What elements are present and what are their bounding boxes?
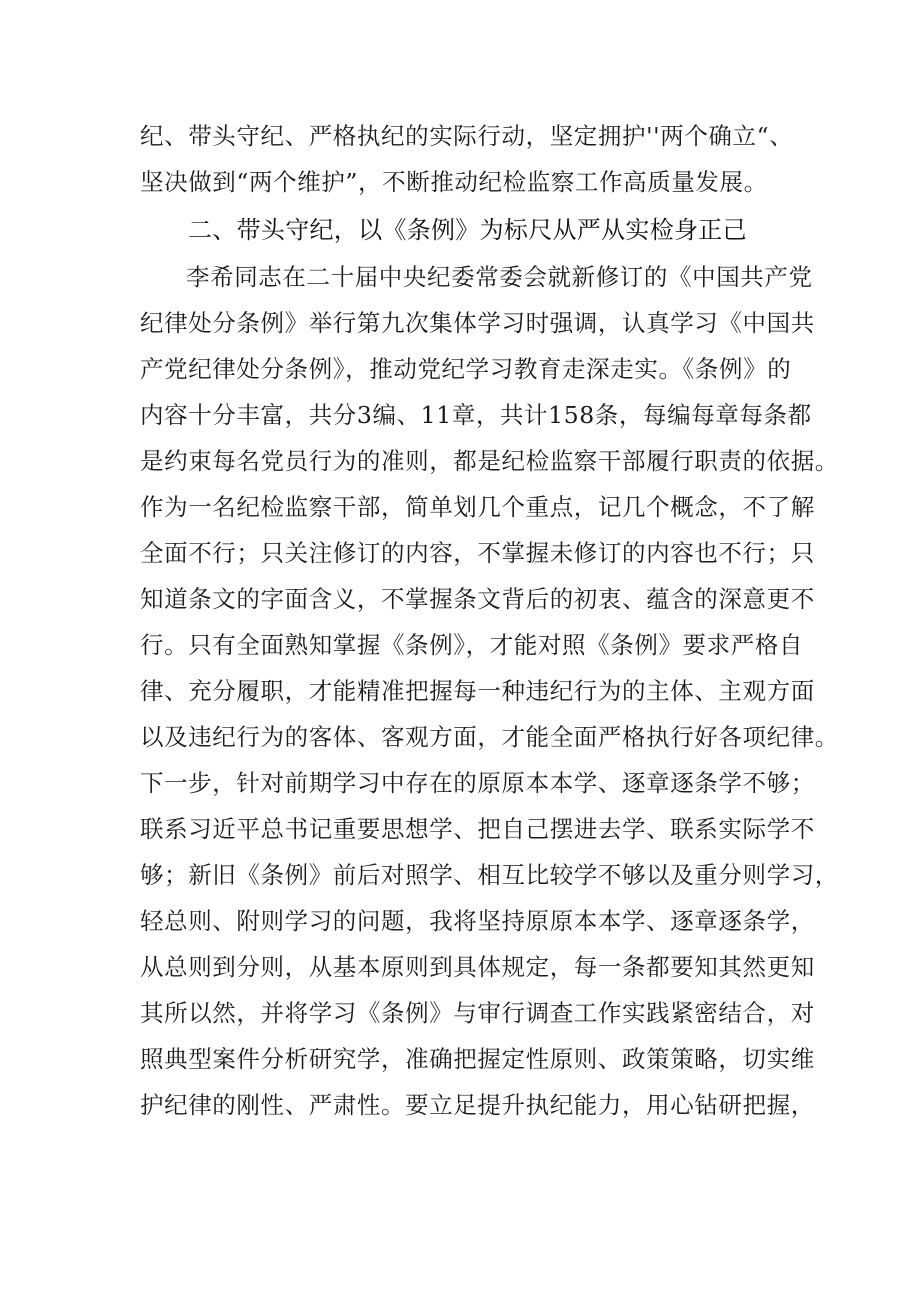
text-line: 全面不行；只关注修订的内容，不掌握未修订的内容也不行；只 — [140, 539, 815, 567]
text-line: 是约束每名党员行为的准则，都是纪检监察干部履行职责的依据。 — [140, 447, 839, 475]
text-line: 以及违纪行为的客体、客观方面，才能全面严格执行好各项纪律。 — [140, 723, 839, 751]
text-line: 护纪律的刚性、严肃性。要立足提升执纪能力，用心钻研把握， — [140, 1091, 815, 1119]
text-line: 产党纪律处分条例》，推动党纪学习教育走深走实。《条例》的 — [140, 355, 792, 383]
text-line: 够；新旧《条例》前后对照学、相互比较学不够以及重分则学习， — [140, 861, 839, 889]
text-line: 行。只有全面熟知掌握《条例》，才能对照《条例》要求严格自 — [140, 631, 804, 659]
paragraph-first-line: 李希同志在二十届中央纪委常委会就新修订的《中国共产党 — [186, 263, 813, 291]
text-line: 从总则到分则，从基本原则到具体规定，每一条都要知其然更知 — [140, 953, 815, 981]
text-line: 内容十分丰富，共分3编、11章，共计158条，每编每章每条都 — [140, 401, 812, 429]
text-line: 纪律处分条例》举行第九次集体学习时强调，认真学习《中国共 — [140, 309, 815, 337]
text-line: 作为一名纪检监察干部，简单划几个重点，记几个概念，不了解 — [140, 493, 815, 521]
text-line: 知道条文的字面含义，不掌握条文背后的初衷、蕴含的深意更不 — [140, 585, 815, 613]
text-line: 律、充分履职，才能精准把握每一种违纪行为的主体、主观方面 — [140, 677, 815, 705]
text-line: 联系习近平总书记重要思想学、把自己摆进去学、联系实际学不 — [140, 815, 815, 843]
text-line: 轻总则、附则学习的问题，我将坚持原原本本学、逐章逐条学， — [140, 907, 815, 935]
text-line: 坚决做到“两个维护”，不断推动纪检监察工作高质量发展。 — [140, 168, 768, 196]
text-line: 其所以然，并将学习《条例》与审行调查工作实践紧密结合，对 — [140, 999, 815, 1027]
text-line: 下一步，针对前期学习中存在的原原本本学、逐章逐条学不够； — [140, 769, 815, 797]
text-line: 照典型案件分析研究学，准确把握定性原则、政策策略，切实维 — [140, 1045, 815, 1073]
section-heading: 二、带头守纪，以《条例》为标尺从严从实检身正己 — [188, 216, 747, 244]
text-line: 纪、带头守纪、严格执纪的实际行动，坚定拥护''两个确立“、 — [140, 122, 794, 150]
